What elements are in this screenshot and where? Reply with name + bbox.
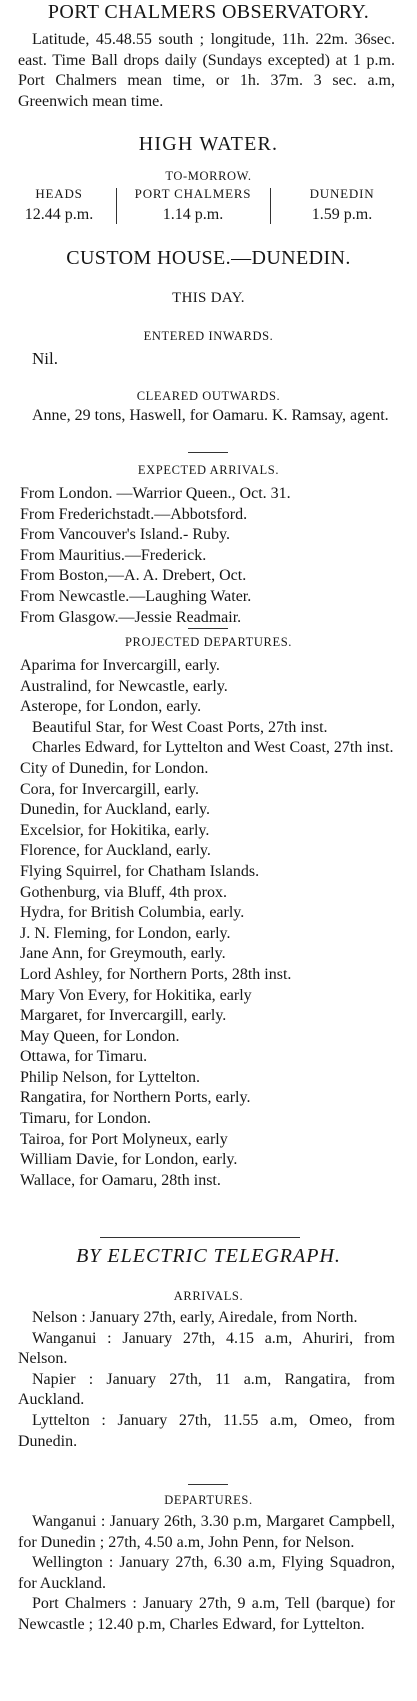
tide-divider	[116, 188, 117, 224]
tide-place-name: PORT CHALMERS	[134, 186, 252, 201]
list-item: Mary Von Every, for Hokitika, early	[20, 986, 252, 1004]
divider	[188, 452, 228, 453]
list-item: Lyttelton : January 27th, 11.55 a.m, Omeo, from Dunedin.	[18, 1411, 395, 1450]
list-item: Flying Squirrel, for Chatham Islands.	[20, 862, 260, 880]
list-item: From London. —Warrior Queen., Oct. 31.	[20, 485, 291, 502]
list-item: Beautiful Star, for West Coast Ports, 27th inst.	[32, 718, 328, 736]
list-item: J. N. Fleming, for London, early.	[20, 924, 231, 942]
telegraph-arrivals-heading: ARRIVALS.	[173, 1289, 244, 1303]
projected-departures-heading: PROJECTED DEPARTURES.	[125, 635, 292, 649]
list-item: Timaru, for London.	[20, 1110, 151, 1128]
custom-house-subtitle: THIS DAY.	[172, 290, 245, 306]
list-item: City of Dunedin, for London.	[20, 759, 209, 777]
list-item: Wallace, for Oamaru, 28th inst.	[20, 1171, 221, 1189]
list-item: Rangatira, for Northern Ports, early.	[20, 1089, 251, 1107]
list-item: Excelsior, for Hokitika, early.	[20, 821, 210, 839]
list-item: Asterope, for London, early.	[20, 698, 202, 716]
telegraph-title: BY ELECTRIC TELEGRAPH.	[76, 1245, 341, 1267]
tide-dunedin	[272, 184, 412, 225]
list-item: Ottawa, for Timaru.	[20, 1048, 148, 1066]
section-divider	[100, 1237, 300, 1238]
tide-time: 12.44 p.m.	[24, 205, 94, 223]
high-water-title: HIGH WATER.	[138, 133, 279, 155]
tide-place-name: HEADS	[35, 186, 83, 201]
cleared-outwards-block	[0, 406, 417, 427]
list-item: Australind, for Newcastle, early.	[20, 677, 228, 695]
tide-time: 1.14 p.m.	[162, 205, 224, 223]
cleared-outwards-text: Anne, 29 tons, Haswell, for Oamaru. K. Ramsay, agent.	[32, 407, 389, 424]
list-item: From Newcastle.—Laughing Water.	[20, 587, 252, 605]
list-item: Hydra, for British Columbia, early.	[20, 904, 245, 922]
telegraph-arrivals-list	[0, 1308, 417, 1452]
entered-inwards-block	[0, 349, 417, 370]
observatory-title: PORT CHALMERS OBSERVATORY.	[47, 1, 370, 23]
tide-heads	[4, 184, 114, 225]
expected-arrivals-heading: EXPECTED ARRIVALS.	[137, 463, 280, 477]
high-water-subtitle: TO-MORROW.	[165, 169, 252, 183]
telegraph-departures-heading: DEPARTURES.	[164, 1493, 253, 1507]
list-item: Lord Ashley, for Northern Ports, 28th inst.	[20, 965, 292, 983]
list-item: From Vancouver's Island.- Ruby.	[20, 526, 230, 544]
list-item: From Mauritius.—Frederick.	[20, 546, 207, 564]
entered-inwards-heading: ENTERED INWARDS.	[143, 329, 274, 343]
divider	[188, 628, 228, 629]
tide-time: 1.59 p.m.	[311, 205, 373, 223]
list-item: Napier : January 27th, 11 a.m, Rangatira, from Auckland.	[18, 1370, 395, 1409]
cleared-outwards-heading: CLEARED OUTWARDS.	[136, 389, 281, 403]
list-item: William Davie, for London, early.	[20, 1151, 238, 1169]
list-item: From Boston,—A. A. Drebert, Oct.	[20, 567, 247, 585]
list-item: Charles Edward, for Lyttelton and West Coast, 27th inst.	[32, 739, 394, 757]
list-item: Jane Ann, for Greymouth, early.	[20, 945, 226, 963]
tide-divider	[270, 188, 271, 224]
list-item: Margaret, for Invercargill, early.	[20, 1007, 227, 1025]
observatory-block	[0, 30, 417, 112]
list-item: Cora, for Invercargill, early.	[20, 780, 200, 798]
list-item: Florence, for Auckland, early.	[20, 842, 211, 860]
custom-house-title: CUSTOM HOUSE.—DUNEDIN.	[66, 247, 351, 269]
telegraph-departures-list	[0, 1512, 417, 1636]
list-item: From Frederichstadt.—Abbotsford.	[20, 505, 248, 523]
list-item: Dunedin, for Auckland, early.	[20, 801, 211, 819]
tide-port-chalmers	[118, 184, 268, 225]
list-item: Wanganui : January 26th, 3.30 p.m, Margaret Campbell, for Dunedin ; 27th, 4.50 a.m, John Penn, for Nelson.	[18, 1513, 395, 1551]
list-item: Gothenburg, via Bluff, 4th prox.	[20, 883, 227, 901]
divider	[188, 1484, 228, 1485]
list-item: Aparima for Invercargill, early.	[20, 657, 220, 674]
list-item: Wanganui : January 27th, 4.15 a.m, Ahuriri, from Nelson.	[18, 1329, 395, 1368]
list-item: From Glasgow.—Jessie Readmair.	[20, 608, 242, 626]
observatory-text: Latitude, 45.48.55 south ; longitude, 11h. 22m. 36sec. east. Time Ball drops daily (Sundays excepted) at 1 p.m. Port Chalmers mean time, or 1h. 37m. 3 sec. a.m, Greenwich mean time.	[18, 31, 395, 110]
entered-inwards-text: Nil.	[32, 349, 58, 368]
expected-arrivals-list	[0, 484, 417, 628]
list-item: Nelson : January 27th, early, Airedale, from North.	[32, 1309, 358, 1326]
list-item: Port Chalmers : January 27th, 9 a.m, Tell (barque) for Newcastle ; 12.40 p.m, Charles Edward, for Lyttelton.	[18, 1595, 395, 1633]
tide-place-name: DUNEDIN	[309, 186, 375, 201]
list-item: May Queen, for London.	[20, 1027, 180, 1045]
list-item: Philip Nelson, for Lyttelton.	[20, 1068, 200, 1086]
list-item: Tairoa, for Port Molyneux, early	[20, 1130, 228, 1148]
list-item: Wellington : January 27th, 6.30 a.m, Flying Squadron, for Auckland.	[18, 1554, 395, 1592]
projected-departures-list	[0, 656, 417, 1191]
